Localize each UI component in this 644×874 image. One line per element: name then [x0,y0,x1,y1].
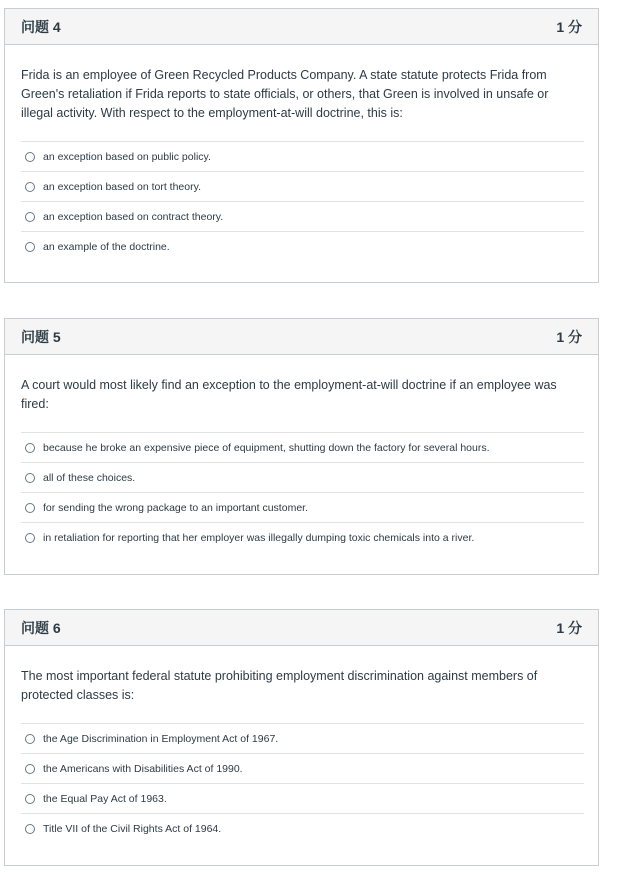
question-4 [4,8,599,283]
question-title: 问题 5 [21,328,61,345]
radio-button[interactable] [25,152,35,162]
answer-option[interactable] [21,142,584,172]
question-text: The most important federal statute prohibiting employment discrimination against members of protected classes is: [21,669,538,702]
radio-button[interactable] [25,824,35,834]
radio-button[interactable] [25,182,35,192]
answer-label: an example of the doctrine. [43,241,170,253]
answer-label: because he broke an expensive piece of equipment, shutting down the factory for several hours. [43,441,490,454]
answer-option[interactable] [21,784,584,814]
answer-option[interactable] [21,172,584,202]
question-title: 问题 6 [21,619,61,636]
answer-label: an exception based on tort theory. [43,180,201,193]
radio-button[interactable] [25,794,35,804]
question-header [5,9,598,45]
question-6 [4,609,599,866]
answer-label: an exception based on public policy. [43,150,211,163]
radio-button[interactable] [25,734,35,744]
answer-option[interactable] [21,724,584,754]
answer-label: all of these choices. [43,471,136,484]
question-points: 1 分 [556,18,582,35]
question-body [5,355,598,553]
answer-option[interactable] [21,523,584,553]
answer-label: for sending the wrong package to an important customer. [43,501,308,514]
answer-label: the Equal Pay Act of 1963. [43,792,167,805]
answer-label: the Americans with Disabilities Act of 1990. [43,762,243,775]
question-text: Frida is an employee of Green Recycled Products Company. A state statute protects Frida from Green's retaliation if Frida reports to state officials, or others, that Green is involved in unsafe or illegal activity. With respect to the employment-at-will doctrine, this is: [21,68,549,120]
radio-button[interactable] [25,533,35,543]
question-5 [4,318,599,575]
question-points: 1 分 [556,328,582,345]
answer-option[interactable] [21,493,584,523]
answer-option[interactable] [21,232,584,262]
question-text: A court would most likely find an exception to the employment-at-will doctrine if an employee was fired: [21,378,557,411]
question-body [5,45,598,262]
answer-list [21,432,584,553]
answer-option[interactable] [21,754,584,784]
radio-button[interactable] [25,764,35,774]
answer-list [21,723,584,844]
radio-button[interactable] [25,443,35,453]
radio-button[interactable] [25,473,35,483]
question-body [5,646,598,844]
answer-option[interactable] [21,463,584,493]
answer-option[interactable] [21,814,584,844]
radio-button[interactable] [25,503,35,513]
answer-option[interactable] [21,433,584,463]
answer-list [21,141,584,262]
radio-button[interactable] [25,212,35,222]
answer-label: in retaliation for reporting that her employer was illegally dumping toxic chemicals into a river. [43,532,475,544]
question-header [5,319,598,355]
answer-label: Title VII of the Civil Rights Act of 1964. [43,823,222,835]
question-title: 问题 4 [21,18,61,35]
answer-label: the Age Discrimination in Employment Act of 1967. [43,732,279,745]
answer-label: an exception based on contract theory. [43,210,224,223]
question-header [5,610,598,646]
answer-option[interactable] [21,202,584,232]
question-points: 1 分 [556,619,582,636]
radio-button[interactable] [25,242,35,252]
